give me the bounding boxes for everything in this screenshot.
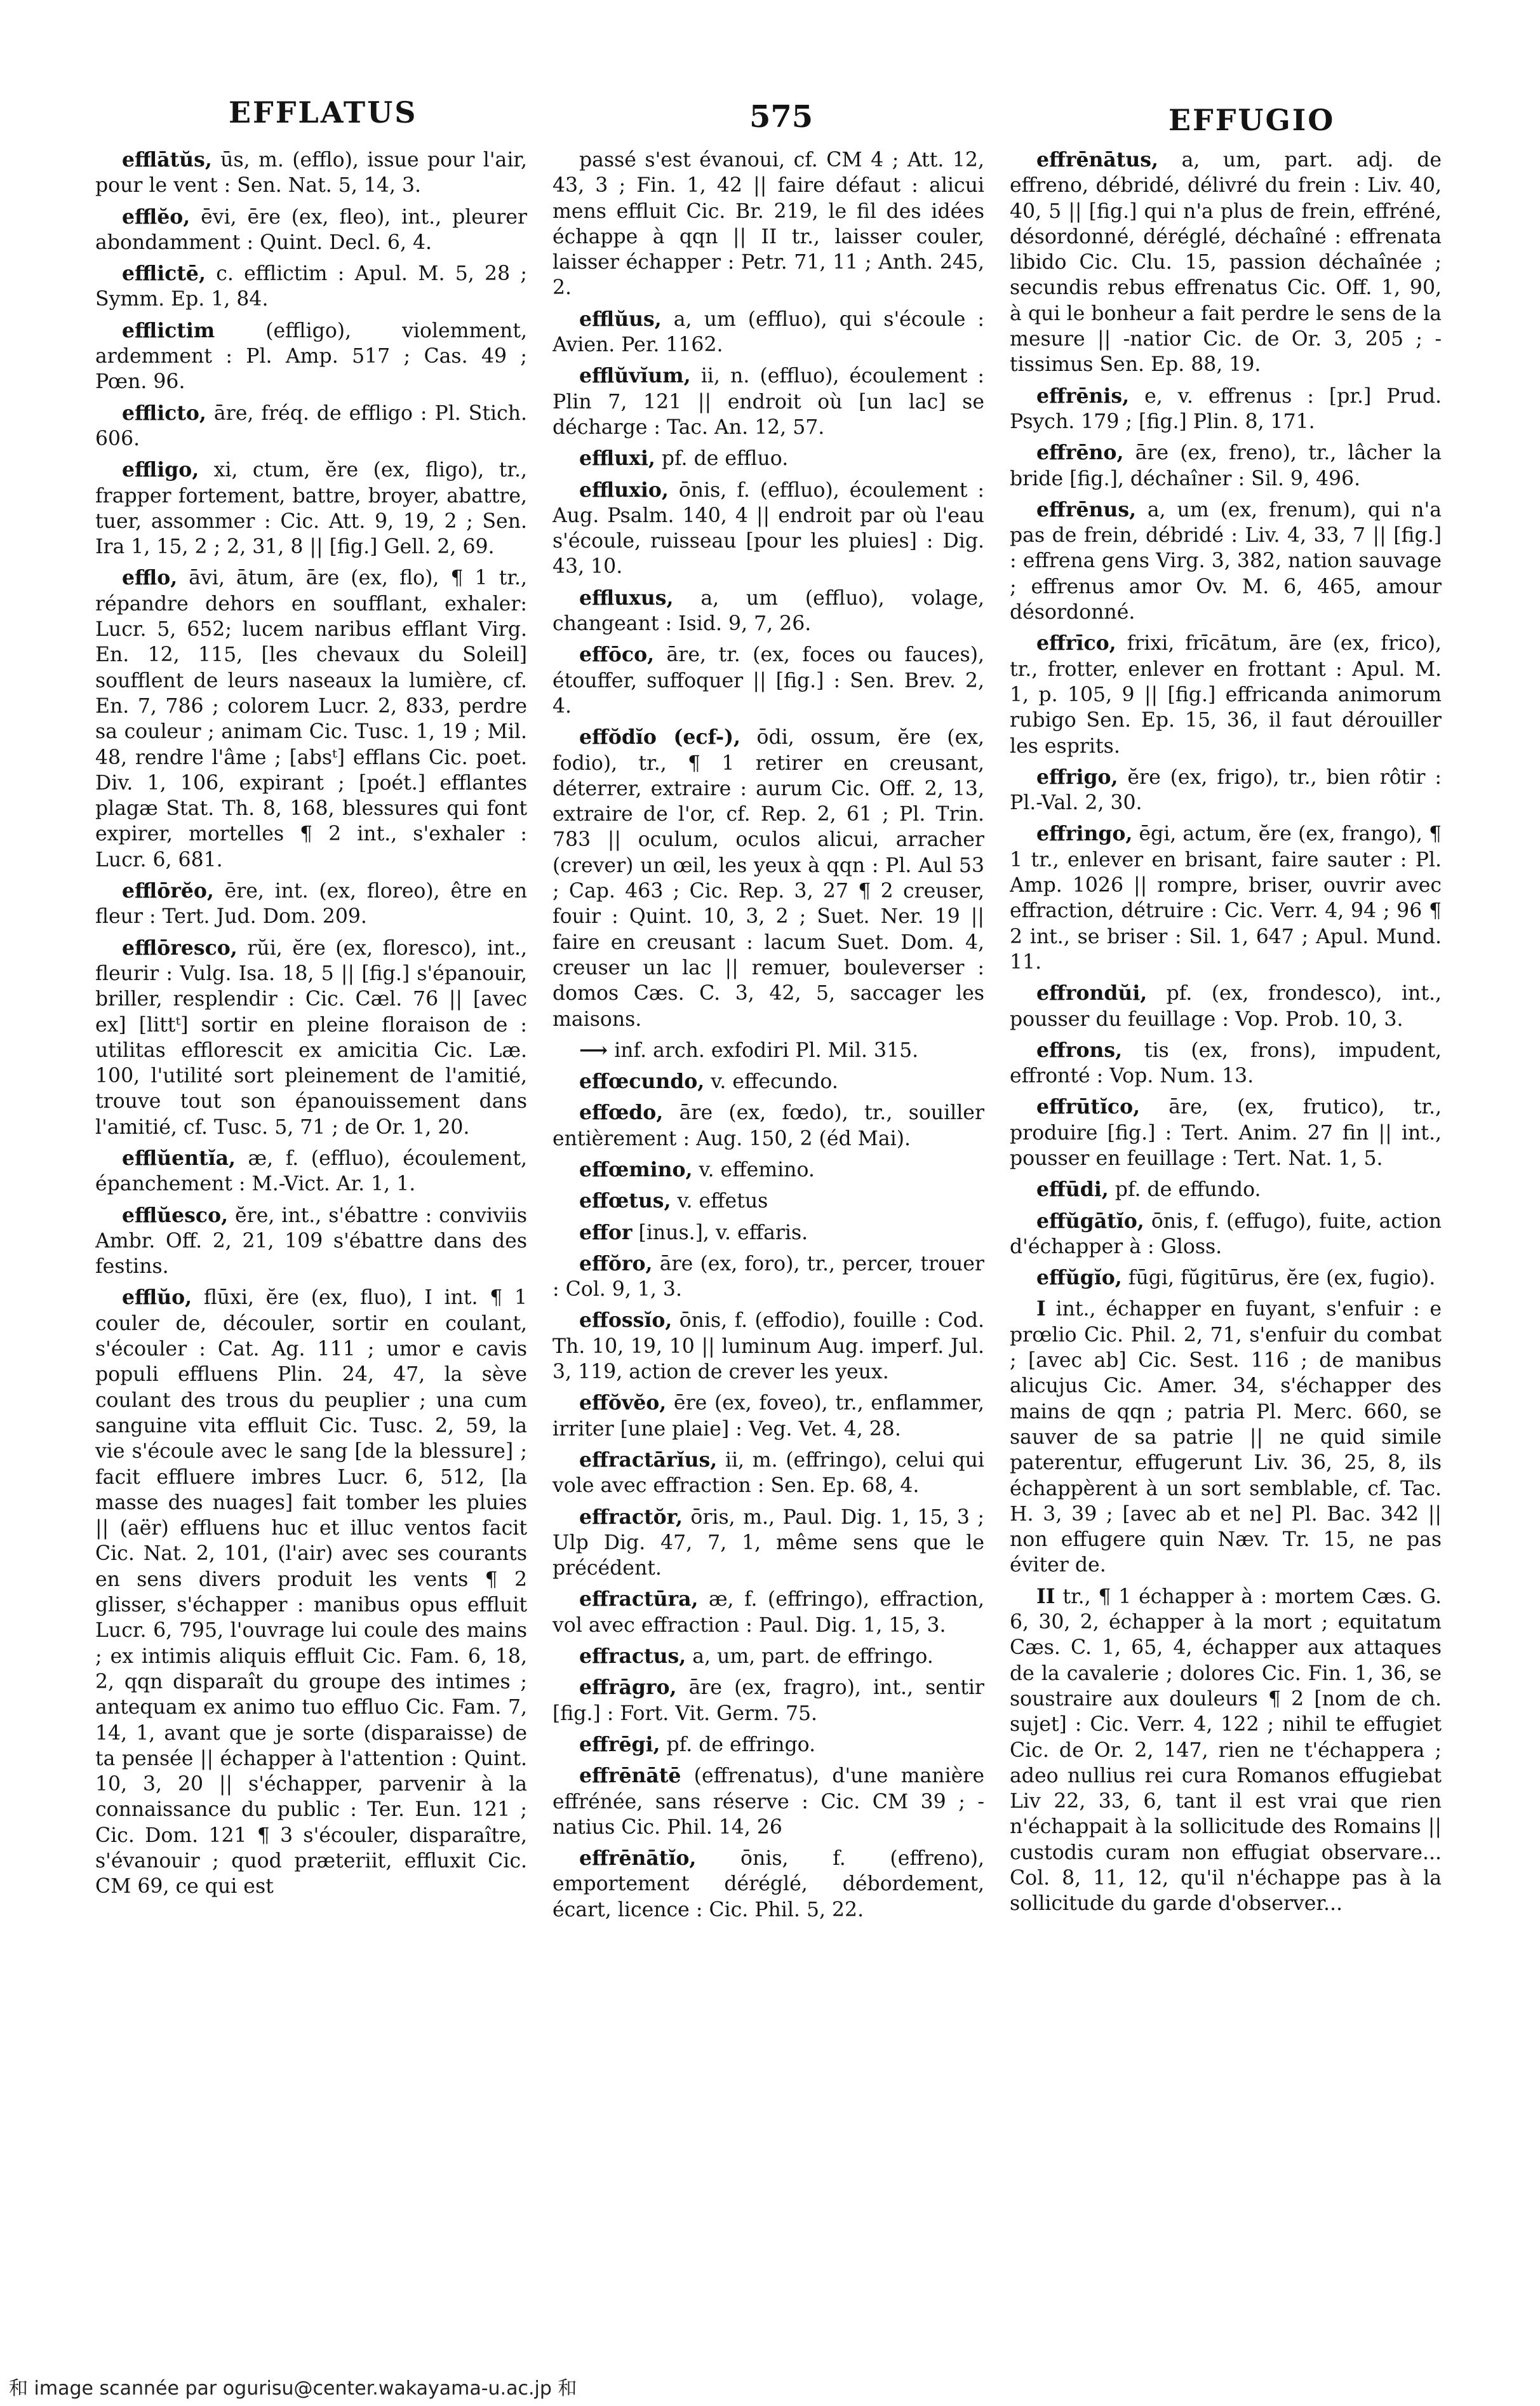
dictionary-entry (552, 1188, 984, 1214)
entry-lemma: effrondŭi, (1036, 981, 1148, 1005)
dictionary-entry (552, 1732, 984, 1757)
dictionary-entry (552, 1157, 984, 1183)
dictionary-entry (552, 1390, 984, 1442)
entry-lemma: effŭgĭo, (1036, 1266, 1122, 1290)
entry-lemma: effœdo, (579, 1101, 664, 1125)
entry-lemma: effringo, (1036, 822, 1133, 846)
entry-text: [inus.], v. effaris. (638, 1221, 808, 1244)
entry-lemma: effŏvĕo, (579, 1391, 667, 1415)
entry-lemma: effrēgi, (579, 1732, 660, 1756)
column-middle (552, 147, 984, 2307)
entry-lemma: effrēnis, (1036, 384, 1130, 408)
entry-text: int., échapper en fuyant, s'enfuir : e prœlio Cic. Phil. 2, 71, s'enfuir du combat ; [avec ab] Cic. Sest. 116 ; de manibus alicujus Cic. Amer. 34, s'échapper des mains de qqn ; patria Pl. Merc. 660, se sauver de sa patrie || ne quid simile paterentur, effugerunt Liv. 36, 25, 8, ils échappèrent à un sort semblable, cf. Tac. H. 3, 39 ; [avec ab et ne] Pl. Bac. 342 || non effugere quin Næv. Tr. 15, ne pas éviter de. (1010, 1298, 1442, 1577)
entry-lemma: effŏro, (579, 1251, 653, 1275)
entry-text: rŭi, ĕre (ex, floresco), int., fleurir : Vulg. Isa. 18, 5 || [fig.] s'épanouir, briller, resplendir : Cic. Cæl. 76 || [avec ex] [littᵗ] sortir en pleine floraison de : utilitas efflorescit ex amicitia Cic. Læ. 100, l'utilité sort pleinement de l'amitié, trouve tout son épanouissement dans l'amitié, cf. Tusc. 5, 71 ; de Or. 1, 20. (95, 936, 527, 1139)
page-number: 575 (749, 99, 814, 135)
dictionary-entry (95, 936, 527, 1140)
entry-text: āre, fréq. de effligo : Pl. Stich. 606. (95, 401, 527, 450)
entry-text: a, um (effluo), volage, changeant : Isid. 9, 7, 26. (552, 586, 984, 636)
dictionary-entry (95, 457, 527, 560)
entry-text: xi, ctum, ĕre (ex, fligo), tr., frapper fortement, battre, broyer, abattre, tuer, assommer : Cic. Att. 9, 19, 2 ; Sen. Ira 1, 15, 2 ; 2, 31, 8 || [fig.] Gell. 2, 69. (95, 459, 527, 559)
dictionary-entry (1010, 497, 1442, 625)
scan-credit: 和 image scannée par ogurisu@center.wakayama-u.ac.jp 和 (9, 2377, 577, 2400)
entry-text: inf. arch. exfodiri Pl. Mil. 315. (614, 1038, 919, 1062)
dictionary-entry (552, 1763, 984, 1840)
dictionary-entry (1010, 384, 1442, 435)
entry-text: a, um, part. adj. de effreno, débridé, délivré du frein : Liv. 40, 40, 5 || [fig.] qui n'a plus de frein, effréné, désordonné, déréglé, déchaîné : effrenata libido Cic. Clu. 15, passion déchaînée ; secundis rebus effrenatus Cic. Off. 1, 90, à qui le bonheur a fait perdre le sens de la mesure || -natior Cic. de Or. 3, 205 ; -tissimus Sen. Ep. 88, 19. (1010, 149, 1442, 377)
entry-lemma: effŭgātĭo, (1036, 1209, 1144, 1233)
entry-text: ōnis, f. (effreno), emportement déréglé, débordement, écart, licence : Cic. Phil. 5, 22. (552, 1847, 984, 1921)
entry-lemma: effluxi, (579, 447, 655, 471)
dictionary-entry (552, 1220, 984, 1246)
entry-text: a, um (effluo), qui s'écoule : Avien. Per. 1162. (552, 307, 984, 357)
dictionary-entry (552, 478, 984, 580)
entry-lemma: efflo, (122, 566, 178, 590)
entry-text: āvi, ātum, āre (ex, flo), ¶ 1 tr., répandre dehors en soufflant, exhaler: Lucr. 5, 652; lucem naribus efflant Virg. En. 12, 115, [les chevaux du Soleil] soufflent de leurs naseaux la lumière, cf. En. 7, 786 ; colorem Lucr. 2, 833, perdre sa couleur ; animam Cic. Tusc. 1, 19 ; Mil. 48, rendre l'âme ; [absᵗ] efflans Cic. poet. Div. 1, 106, expirant ; [poét.] efflantes plagæ Stat. Th. 8, 168, blessures qui font expirer, mortelles ¶ 2 int., s'exhaler : Lucr. 6, 681. (95, 567, 527, 871)
dictionary-entry (1010, 1177, 1442, 1202)
entry-lemma: ⟶ (579, 1038, 608, 1062)
entry-text: æ, f. (effringo), effraction, vol avec effraction : Paul. Dig. 1, 15, 3. (552, 1588, 984, 1637)
entry-text: ōnis, f. (effugo), fuite, action d'échapper à : Gloss. (1010, 1209, 1442, 1258)
entry-text: (effligo), violemment, ardemment : Pl. Amp. 517 ; Cas. 49 ; Pœn. 96. (95, 319, 527, 394)
entry-lemma: effœmino, (579, 1157, 693, 1181)
entry-lemma: effluxio, (579, 478, 669, 502)
entry-lemma: efflŭesco, (122, 1203, 229, 1227)
entry-text: æ, f. (effluo), écoulement, épanchement : M.-Vict. Ar. 1, 1. (95, 1146, 527, 1196)
entry-lemma: efflictim (122, 318, 215, 342)
entry-lemma: effractārĭus, (579, 1448, 718, 1472)
dictionary-entry (95, 1203, 527, 1280)
entry-lemma: effossĭo, (579, 1308, 673, 1333)
entry-text: e, v. effrenus : [pr.] Prud. Psych. 179 ; [fig.] Plin. 8, 171. (1010, 384, 1442, 433)
entry-lemma: effœcundo, (579, 1070, 705, 1094)
dictionary-entry (552, 1251, 984, 1303)
entry-text: v. effemino. (699, 1158, 815, 1181)
dictionary-entry (552, 725, 984, 1032)
entry-lemma: effrēnātĭo, (579, 1846, 697, 1871)
entry-lemma: effŏdĭo (ecf-), (579, 725, 740, 749)
dictionary-entry (1010, 1296, 1442, 1578)
entry-lemma: effractus, (579, 1644, 686, 1669)
entry-text: āre, tr. (ex, foces ou fauces), étouffer, suffoquer || [fig.] : Sen. Brev. 2, 4. (552, 643, 984, 718)
entry-lemma: effōco, (579, 643, 655, 667)
entry-lemma: effrūtĭco, (1036, 1095, 1141, 1119)
entry-text: āre (ex, foro), tr., percer, trouer : Col. 9, 1, 3. (552, 1252, 984, 1301)
entry-lemma: efflĕo, (122, 205, 191, 229)
entry-text: ĕre, int., s'ébattre : conviviis Ambr. Off. 2, 21, 109 s'ébattre dans des festins. (95, 1204, 527, 1279)
entry-text: ōnis, f. (effodio), fouille : Cod. Th. 10, 19, 10 || luminum Aug. imperf. Jul. 3, 119, action de crever les yeux. (552, 1309, 984, 1384)
entry-lemma: effrēnātus, (1036, 148, 1158, 171)
dictionary-entry (552, 586, 984, 637)
dictionary-entry (1010, 821, 1442, 975)
entry-lemma: effrigo, (1036, 765, 1118, 789)
dictionary-entry (552, 446, 984, 471)
entry-text: v. effecundo. (711, 1070, 838, 1094)
entry-lemma: effrēnus, (1036, 497, 1137, 521)
entry-lemma: effrīco, (1036, 631, 1116, 655)
dictionary-entry (95, 1146, 527, 1197)
entry-text: tr., ¶ 1 échapper à : mortem Cæs. G. 6, 30, 2, échapper à la mort ; equitatum Cæs. C. 1, 65, 4, échapper aux attaques de la cavalerie ; dolores Cic. Fin. 1, 36, se soustraire aux douleurs ¶ 2 [nom de ch. sujet] : Cic. Verr. 4, 122 ; nihil te effugiet Cic. de Or. 2, 147, rien ne t'échappera ; adeo nullius rei cura Romanos effugiebat Liv 22, 33, 6, tant il est vrai que rien n'échappait à la sollicitude des Romains || custodis curam non effugiat observare... Col. 8, 11, 12, qu'il n'échappe pas à la sollicitude du garde d'observer... (1010, 1585, 1442, 1916)
entry-lemma: II (1036, 1584, 1055, 1608)
dictionary-entry (552, 1675, 984, 1726)
dictionary-entry (552, 363, 984, 440)
entry-text: ōris, m., Paul. Dig. 1, 15, 3 ; Ulp Dig. 47, 7, 1, même sens que le précédent. (552, 1505, 984, 1580)
entry-text: flūxi, ĕre (ex, fluo), I int. ¶ 1 couler de, découler, sortir en coulant, s'écouler : Cat. Ag. 111 ; umor e cavis populi effluens Plin. 24, 47, la sève coulant des trous du peuplier ; una cum sanguine vita effluit Cic. Tusc. 2, 59, la vie s'écoule avec le sang [de la blessure] ; facit effluere imbres Lucr. 6, 512, [la masse des nuages] fait tomber les pluies || (aër) effluens huc et illuc ventos facit Cic. Nat. 2, 101, (l'air) avec ses courants en sens divers produit les vents ¶ 2 glisser, s'échapper : manibus opus effluit Lucr. 6, 795, l'ouvrage lui coule des mains ; ex intimis aliquis effluit Cic. Fam. 6, 18, 2, qqn disparaît du groupe des intimes ; antequam ex animo tuo effluo Cic. Fam. 7, 14, 1, avant que je sorte (disparaisse) de ta pensée || échapper à l'attention : Quint. 10, 3, 20 || s'échapper, parvenir à la connaissance du public : Ter. Eun. 121 ; Cic. Dom. 121 ¶ 3 s'écouler, disparaître, s'évanouir ; quod præteriit, effluxit Cic. CM 69, ce qui est (95, 1286, 527, 1899)
entry-lemma: effrēnātē (579, 1764, 681, 1788)
dictionary-entry (1010, 981, 1442, 1032)
entry-lemma: effrons, (1036, 1038, 1123, 1062)
dictionary-entry (95, 318, 527, 395)
entry-text: ūs, m. (efflo), issue pour l'air, pour le vent : Sen. Nat. 5, 14, 3. (95, 149, 527, 198)
column-left (95, 147, 527, 2307)
entry-lemma: effūdi, (1036, 1178, 1109, 1202)
entry-text: ēre (ex, foveo), tr., enflammer, irriter [une plaie] : Veg. Vet. 4, 28. (552, 1392, 984, 1441)
entry-text: pf. (ex, frondesco), int., pousser du feuillage : Vop. Prob. 10, 3. (1010, 982, 1442, 1031)
dictionary-entry (95, 878, 527, 930)
entry-text: ōdi, ossum, ĕre (ex, fodio), tr., ¶ 1 retirer en creusant, déterrer, extraire : aurum Cic. Off. 2, 13, extraire de l'or, cf. Rep. 2, 61 ; Pl. Trin. 783 || oculum, oculos alicui, arracher (crever) un œil, les yeux à qqn : Pl. Aul 53 ; Cap. 463 ; Cic. Rep. 3, 27 ¶ 2 creuser, fouir : Quint. 10, 3, 2 ; Suet. Ner. 19 || faire en creusant : lacum Suet. Dom. 4, creuser un lac || remuer, bouleverser : domos Cæs. C. 3, 42, 5, saccager les maisons. (552, 726, 984, 1031)
dictionary-entry (552, 1644, 984, 1669)
dictionary-entry (552, 642, 984, 719)
dictionary-entry (1010, 1209, 1442, 1260)
dictionary-entry (1010, 1094, 1442, 1171)
running-headword-left: EFFLATUS (229, 95, 418, 130)
dictionary-entry (1010, 765, 1442, 816)
dictionary-entry (1010, 440, 1442, 492)
entry-lemma: efflŭvĭum, (579, 364, 691, 388)
dictionary-entry (95, 401, 527, 452)
dictionary-entry (95, 261, 527, 313)
entry-text: (effrenatus), d'une manière effrénée, sans réserve : Cic. CM 39 ; -natius Cic. Phil. 14, 26 (552, 1764, 984, 1839)
entry-lemma: effrāgro, (579, 1676, 677, 1700)
dictionary-entry (552, 307, 984, 358)
dictionary-entry (552, 1069, 984, 1094)
dictionary-entry (1010, 147, 1442, 378)
entry-lemma: effractŏr, (579, 1505, 683, 1529)
entry-lemma: effractūra, (579, 1587, 699, 1611)
dictionary-entry (552, 1038, 984, 1063)
entry-text: a, um (ex, frenum), qui n'a pas de frein, débridé : Liv. 4, 33, 7 || [fig.] : effrena gens Virg. 3, 382, nation sauvage ; effrenus amor Ov. M. 6, 465, amour désordonné. (1010, 498, 1442, 624)
dictionary-entry (95, 565, 527, 873)
entry-lemma: efflŭo, (122, 1286, 192, 1310)
entry-text: ēvi, ēre (ex, fleo), int., pleurer abondamment : Quint. Decl. 6, 4. (95, 205, 527, 254)
dictionary-entry (1010, 1584, 1442, 1917)
entry-text: passé s'est évanoui, cf. CM 4 ; Att. 12, 43, 3 ; Fin. 1, 42 || faire défaut : alicui mens effluit Cic. Br. 219, le fil des idées échappe à qqn || II tr., laisser couler, laisser échapper : Petr. 71, 11 ; Anth. 245, 2. (552, 149, 984, 300)
entry-lemma: efflātŭs, (122, 148, 212, 171)
entry-text: ēre, int. (ex, floreo), être en fleur : Tert. Jud. Dom. 209. (95, 880, 527, 929)
dictionary-entry (552, 1308, 984, 1385)
dictionary-entry (552, 1846, 984, 1923)
entry-text: c. efflictim : Apul. M. 5, 28 ; Symm. Ep. 1, 84. (95, 262, 527, 311)
entry-text: āre (ex, freno), tr., lâcher la bride [fig.], déchaîner : Sil. 9, 496. (1010, 441, 1442, 490)
entry-text: pf. de effundo. (1115, 1178, 1261, 1202)
dictionary-entry (1010, 631, 1442, 758)
entry-text: ii, n. (effluo), écoulement : Plin 7, 121 || endroit où [un lac] se décharge : Tac. An. 12, 57. (552, 365, 984, 439)
entry-text: āre (ex, fœdo), tr., souiller entièrement : Aug. 150, 2 (éd Mai). (552, 1101, 984, 1150)
entry-lemma: effœtus, (579, 1189, 671, 1213)
entry-lemma: effor (579, 1220, 633, 1244)
column-right (1010, 147, 1442, 2307)
dictionary-entry (1010, 1038, 1442, 1089)
entry-text: pf. de effluo. (661, 447, 789, 471)
entry-text: fūgi, fŭgitūrus, ĕre (ex, fugio). (1128, 1267, 1436, 1290)
entry-text: frixi, frīcātum, āre (ex, frico), tr., frotter, enlever en frottant : Apul. M. 1, p. 105, 9 || [fig.] effricanda animorum rubigo Sen. Ep. 15, 36, il faut dérouiller les esprits. (1010, 632, 1442, 758)
entry-lemma: effluxus, (579, 586, 674, 610)
dictionary-entry (95, 147, 527, 199)
entry-text: ōnis, f. (effluo), écoulement : Aug. Psalm. 140, 4 || endroit par où l'eau s'écoule, ruisseau [pour les pluies] : Dig. 43, 10. (552, 478, 984, 579)
entry-lemma: efflictē, (122, 262, 206, 286)
entry-text: pf. de effringo. (666, 1733, 816, 1756)
entry-lemma: efflŭus, (579, 307, 662, 331)
entry-text: āre, (ex, frutico), tr., produire [fig.] : Tert. Anim. 27 fin || int., pousser en feuillage : Tert. Nat. 1, 5. (1010, 1096, 1442, 1170)
dictionary-entry (552, 1505, 984, 1582)
dictionary-entry (552, 147, 984, 301)
dictionary-entry (95, 205, 527, 256)
dictionary-entry (552, 1587, 984, 1638)
dictionary-entry (552, 1100, 984, 1152)
entry-lemma: efflŭentĭa, (122, 1146, 236, 1170)
running-headword-right: EFFUGIO (1168, 103, 1336, 137)
entry-lemma: efflōresco, (122, 936, 238, 960)
page-header (0, 95, 1540, 146)
entry-text: ēgi, actum, ĕre (ex, frango), ¶ 1 tr., enlever en brisant, faire sauter : Pl. Amp. 1026 || rompre, briser, ouvrir avec effraction, détruire : Cic. Verr. 4, 94 ; 96 ¶ 2 int., se briser : Sil. 1, 647 ; Apul. Mund. 11. (1010, 823, 1442, 974)
dictionary-entry (95, 1285, 527, 1899)
entry-lemma: effrēno, (1036, 441, 1124, 465)
entry-lemma: I (1036, 1297, 1046, 1321)
entry-text: tis (ex, frons), impudent, effronté : Vop. Num. 13. (1010, 1038, 1442, 1088)
entry-lemma: efflicto, (122, 401, 206, 425)
dictionary-entry (552, 1448, 984, 1499)
entry-text: v. effetus (677, 1190, 768, 1213)
entry-text: ĕre (ex, frigo), tr., bien rôtir : Pl.-Val. 2, 30. (1010, 765, 1442, 815)
entry-text: a, um, part. de effringo. (692, 1645, 934, 1669)
dictionary-columns (95, 147, 1467, 2307)
dictionary-entry (1010, 1265, 1442, 1291)
entry-text: ii, m. (effringo), celui qui vole avec effraction : Sen. Ep. 68, 4. (552, 1448, 984, 1498)
entry-lemma: efflōrĕo, (122, 879, 214, 903)
entry-lemma: effligo, (122, 458, 199, 482)
entry-text: āre (ex, fragro), int., sentir [fig.] : Fort. Vit. Germ. 75. (552, 1676, 984, 1725)
